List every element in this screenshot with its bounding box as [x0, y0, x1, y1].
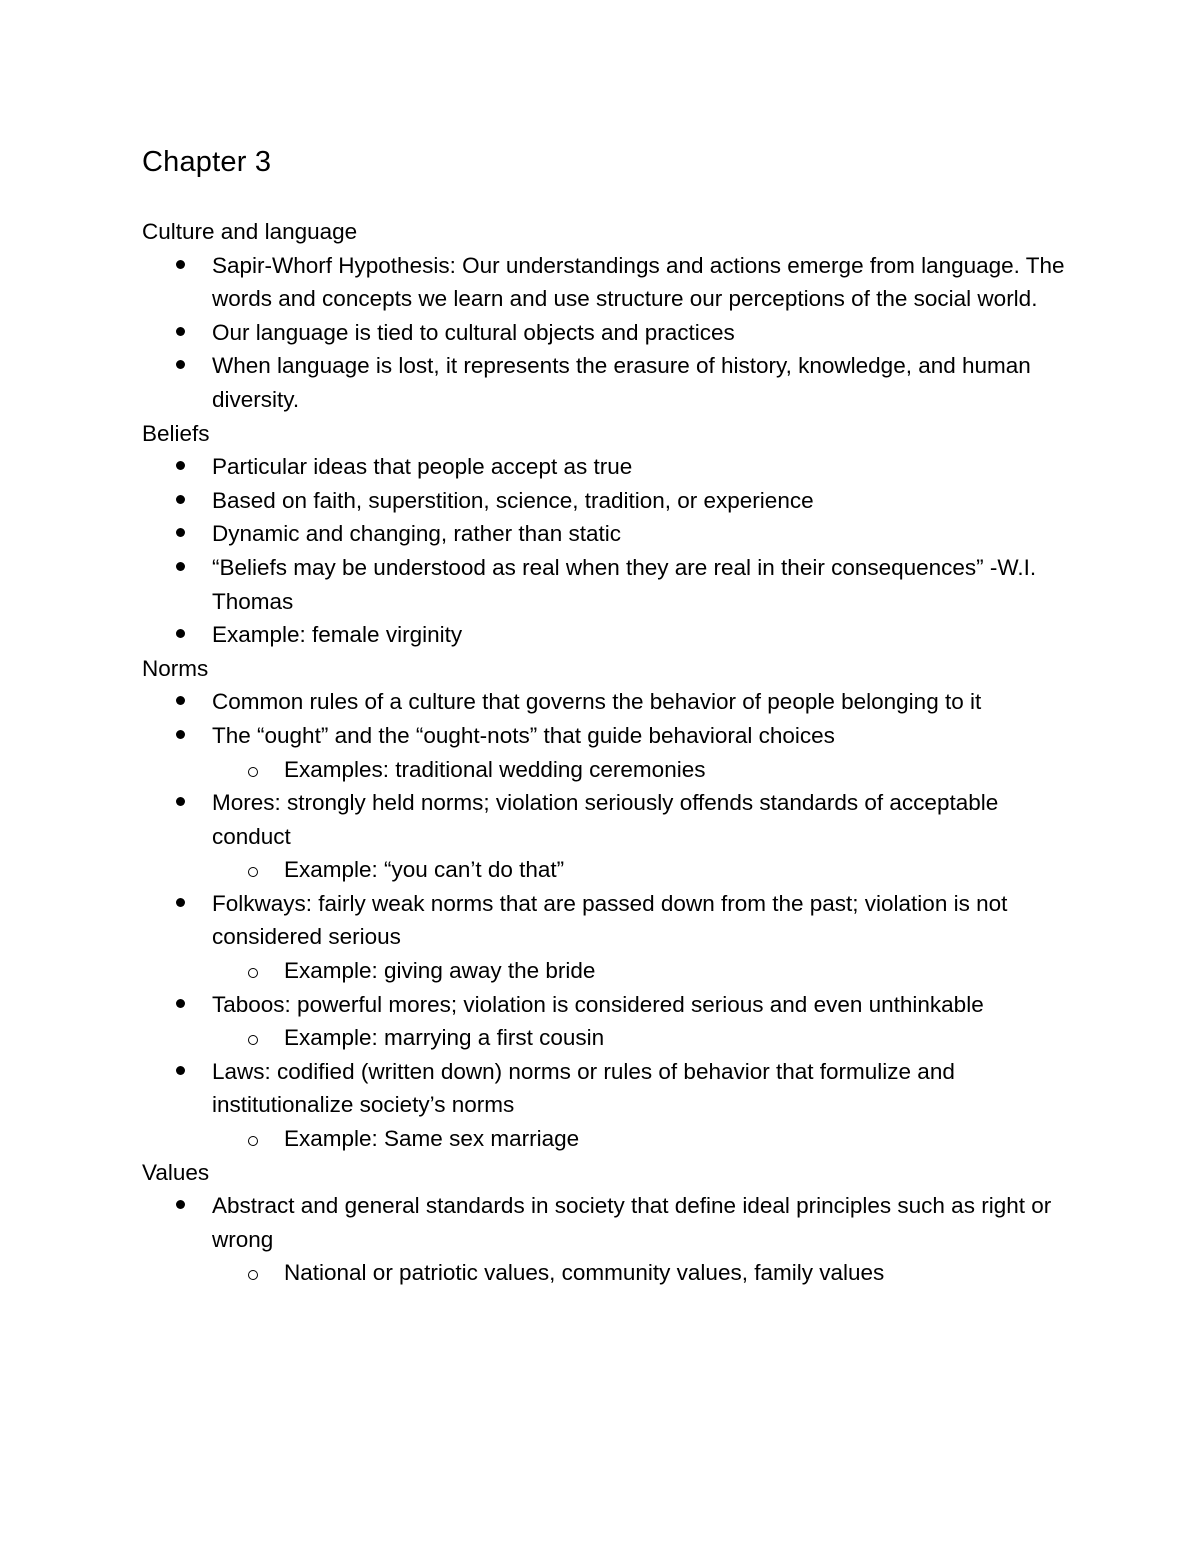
page-title: Chapter 3 [142, 146, 272, 178]
bullet-icon [176, 898, 185, 907]
sub-list [212, 954, 1082, 988]
sub-list-item-text: Example: “you can’t do that” [284, 857, 565, 883]
list-item [142, 349, 1082, 416]
list-item-text: Mores: strongly held norms; violation seriously offends standards of acceptable conduct [212, 790, 999, 849]
bullet-icon [176, 999, 185, 1008]
section-heading-beliefs: Beliefs [142, 420, 210, 446]
list-item-text: Particular ideas that people accept as true [212, 454, 633, 480]
bullet-icon [176, 495, 185, 504]
sub-list [212, 1122, 1082, 1156]
circle-bullet-icon [248, 1136, 258, 1146]
list-item-text: Example: female virginity [212, 622, 463, 648]
sub-list-item-text: Example: marrying a first cousin [284, 1025, 605, 1051]
bullet-list-beliefs [142, 450, 1082, 652]
sub-list-item [212, 1122, 1082, 1156]
list-item [142, 249, 1082, 316]
circle-bullet-icon [248, 1270, 258, 1280]
list-item [142, 719, 1082, 786]
list-item-text: The “ought” and the “ought-nots” that guide behavioral choices [212, 722, 835, 748]
bullet-icon [176, 327, 185, 336]
list-item-text: When language is lost, it represents the erasure of history, knowledge, and human diversity. [212, 353, 1031, 412]
list-item-text: Based on faith, superstition, science, tradition, or experience [212, 487, 814, 513]
list-item-text: Abstract and general standards in society that define ideal principles such as right or wrong [212, 1193, 1052, 1252]
bullet-icon [176, 360, 185, 369]
list-item-text: Sapir-Whorf Hypothesis: Our understandings and actions emerge from language. The words and concepts we learn and use structure our perceptions of the social world. [212, 252, 1065, 312]
bullet-list-culture-and-language [142, 249, 1082, 417]
bullet-icon [176, 1066, 185, 1075]
list-item [142, 316, 1082, 350]
sub-list-item [212, 1021, 1082, 1055]
sub-list-item-text: Example: giving away the bride [284, 958, 596, 984]
bullet-icon [176, 461, 185, 470]
circle-bullet-icon [248, 968, 258, 978]
bullet-icon [176, 730, 185, 739]
bullet-icon [176, 528, 185, 537]
bullet-list-norms [142, 685, 1082, 1155]
sub-list-item [212, 1256, 1082, 1290]
bullet-icon [176, 562, 185, 571]
list-item-text: Dynamic and changing, rather than static [212, 521, 621, 547]
section-heading-values: Values [142, 1159, 210, 1185]
bullet-icon [176, 629, 185, 638]
sub-list-item-text: National or patriotic values, community values, family values [284, 1260, 885, 1286]
list-item-text: Our language is tied to cultural objects and practices [212, 319, 735, 345]
sub-list [212, 1021, 1082, 1055]
sub-list-item [212, 753, 1082, 787]
sub-list-item [212, 853, 1082, 887]
list-item [142, 517, 1082, 551]
list-item [142, 1055, 1082, 1156]
list-item [142, 786, 1082, 887]
list-item [142, 685, 1082, 719]
sub-list-item [212, 954, 1082, 988]
sub-list [212, 753, 1082, 787]
circle-bullet-icon [248, 867, 258, 877]
bullet-icon [176, 260, 185, 269]
list-item [142, 618, 1082, 652]
list-item [142, 988, 1082, 1055]
sub-list-item-text: Example: Same sex marriage [284, 1126, 580, 1152]
list-item-text: Laws: codified (written down) norms or rules of behavior that formulize and institutionalize society’s norms [212, 1058, 955, 1118]
bullet-icon [176, 797, 185, 806]
section-heading-norms: Norms [142, 655, 209, 681]
list-item [142, 484, 1082, 518]
document-body [142, 215, 1082, 1290]
list-item-text: “Beliefs may be understood as real when they are real in their consequences” -W.I. Thomas [212, 554, 1037, 614]
section-heading-culture-and-language: Culture and language [142, 219, 358, 244]
bullet-list-values [142, 1189, 1082, 1290]
sub-list [212, 1256, 1082, 1290]
circle-bullet-icon [248, 1035, 258, 1045]
sub-list-item-text: Examples: traditional wedding ceremonies [284, 756, 706, 782]
list-item-text: Common rules of a culture that governs the behavior of people belonging to it [212, 689, 982, 715]
list-item [142, 551, 1082, 618]
list-item [142, 1189, 1082, 1290]
list-item [142, 887, 1082, 988]
bullet-icon [176, 1200, 185, 1209]
list-item [142, 450, 1082, 484]
bullet-icon [176, 696, 185, 705]
list-item-text: Taboos: powerful mores; violation is considered serious and even unthinkable [212, 991, 984, 1017]
list-item-text: Folkways: fairly weak norms that are passed down from the past; violation is not considered serious [212, 890, 1008, 950]
sub-list [212, 853, 1082, 887]
circle-bullet-icon [248, 767, 258, 777]
